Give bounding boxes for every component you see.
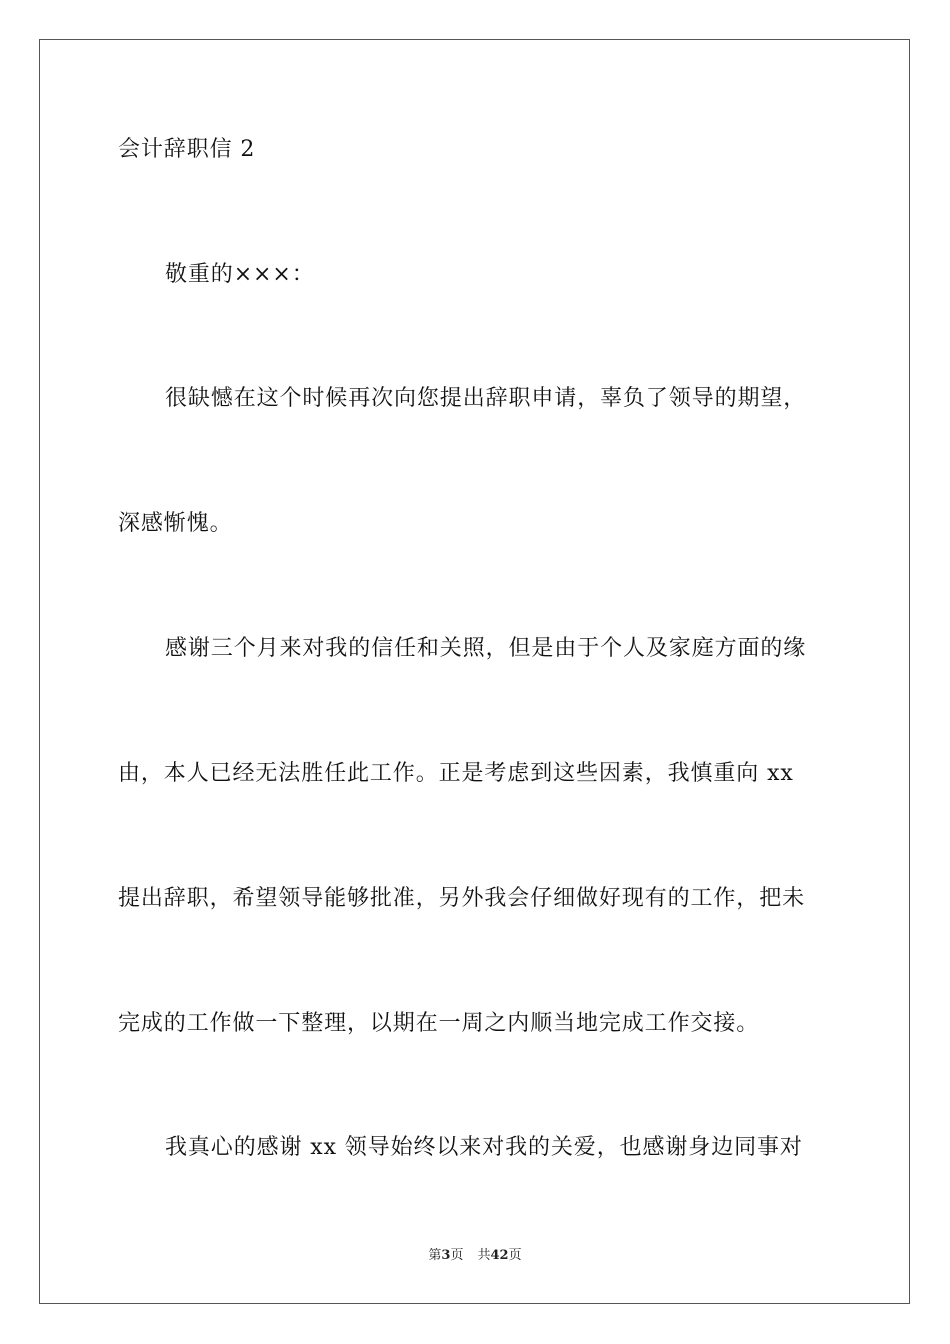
total-suffix: 页 (508, 1248, 522, 1263)
paragraph-line: 完成的工作做一下整理，以期在一周之内顺当地完成工作交接。 (118, 1011, 760, 1036)
paragraph-line: 感谢三个月来对我的信任和关照，但是由于个人及家庭方面的缘 (165, 636, 807, 661)
current-page-number: 3 (441, 1248, 451, 1263)
document-title: 会计辞职信 2 (118, 137, 256, 162)
paragraph-line: 很缺憾在这个时候再次向您提出辞职申请，辜负了领导的期望， (165, 386, 807, 411)
paragraph-line: 由，本人已经无法胜任此工作。正是考虑到这些因素，我慎重向 xx (118, 761, 794, 786)
page-prefix: 第 (428, 1248, 442, 1263)
total-prefix: 共 (477, 1248, 491, 1263)
page-border (39, 39, 910, 1304)
salutation: 敬重的×××： (165, 262, 315, 287)
page-suffix: 页 (450, 1248, 464, 1263)
page-footer (0, 1248, 950, 1264)
paragraph-line: 我真心的感谢 xx 领导始终以来对我的关爱，也感谢身边同事对 (165, 1135, 803, 1160)
paragraph-line: 深感惭愧。 (118, 511, 233, 536)
paragraph-line: 提出辞职，希望领导能够批准，另外我会仔细做好现有的工作，把未 (118, 886, 806, 911)
total-page-count: 42 (490, 1248, 509, 1263)
